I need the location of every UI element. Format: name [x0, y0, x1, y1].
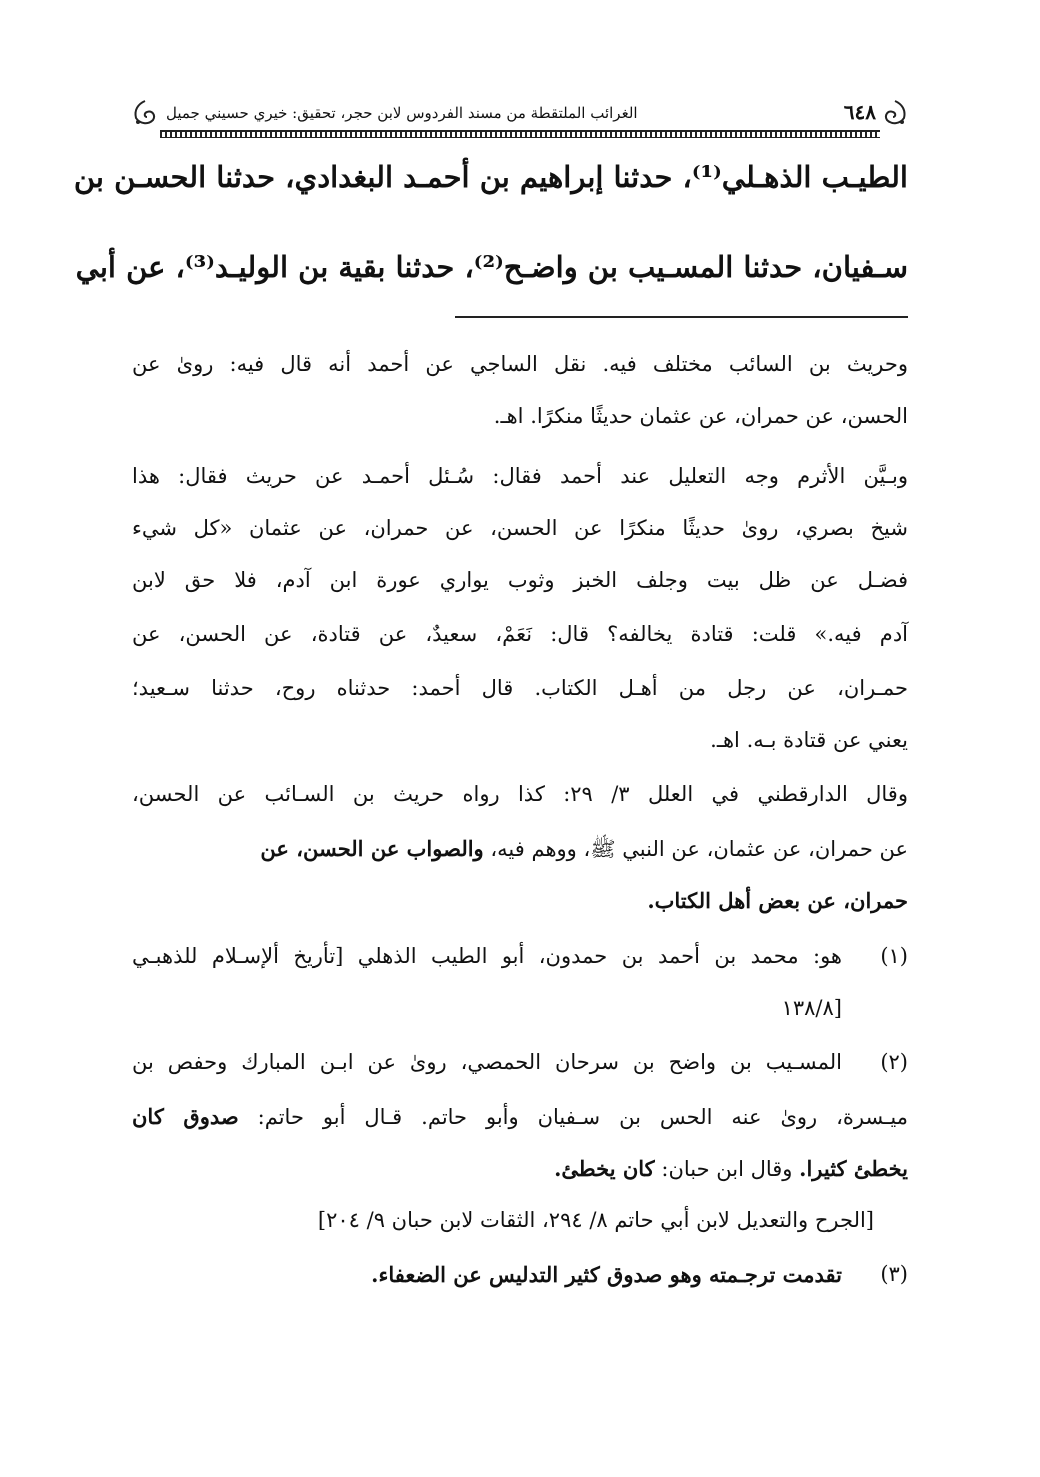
footnote-line	[132, 1156, 908, 1181]
footnote-bold-text: صدوق كان	[132, 1104, 239, 1129]
note-text: عن حمران، عن عثمان، عن النبي ﷺ، ووهم فيه،	[490, 837, 908, 861]
note-line: وقال الدارقطني في العلل ٣/ ٢٩: كذا رواه حريث بن السـائب عن الحسن،	[132, 782, 908, 806]
note-line: فضـل عن ظل بيت وجلف الخبز وثوب يواري عورة ابن آدم، فلا حق لابن	[132, 568, 908, 592]
main-text-line: سـفيان، حدثنا المسـيب بن واضـح⁽²⁾، حدثنا بقية بن الوليـد⁽³⁾، عن أبي	[75, 250, 908, 284]
note-line: يعني عن قتادة بـه. اهـ.	[710, 728, 908, 752]
footnote-bold-text: يخطئ كثيرا.	[799, 1156, 908, 1181]
ornament-icon	[880, 98, 910, 128]
page-header	[130, 96, 910, 136]
ornament-icon	[130, 98, 160, 128]
footnote-separator	[455, 316, 908, 318]
note-line	[132, 836, 908, 867]
footnote-line: [١٣٨/٨	[781, 996, 842, 1020]
footnote-line: [الجرح والتعديل لابن أبي حاتم ٨/ ٢٩٤، الثقات لابن حبان ٩/ ٢٠٤]	[317, 1208, 874, 1232]
footnote-text: ميـسرة، روىٰ عنه الحس بن سـفيان وأبو حاتم. قـال أبو حاتم:	[257, 1105, 908, 1129]
footnote-number: (١)	[880, 944, 908, 968]
footnote-line: تقدمت ترجـمته وهو صدوق كثير التدليس عن الضعفاء.	[371, 1262, 842, 1287]
footnote-bold-text: كان يخطئ.	[554, 1156, 655, 1181]
running-title: الغرائب الملتقطة من مسند الفردوس لابن حجر، تحقيق: خيري حسيني جميل	[166, 104, 638, 122]
note-line: شيخ بصري، روىٰ حديثًا منكرًا عن الحسن، عن حمران، عن عثمان «كل شيء	[132, 516, 908, 540]
note-line: آدم فيه.» قلت: قتادة يخالفه؟ قال: نَعَمْ، سعيدٌ، عن قتادة، عن الحسن، عن	[132, 622, 908, 646]
page-number: ٦٤٨	[843, 100, 876, 124]
footnote-number: (٢)	[880, 1050, 908, 1074]
footnote-line	[132, 1104, 908, 1129]
note-line: وبـيَّن الأثرم وجه التعليل عند أحمد فقال: سُـئل أحمـد عن حريث فقال: هذا	[132, 464, 908, 488]
note-line: حمـران، عن رجل من أهـل الكتاب. قال أحمد: حدثناه روح، حدثنا سـعيد؛	[132, 676, 908, 700]
footnote-number: (٣)	[880, 1262, 908, 1286]
note-line: وحريث بن السائب مختلف فيه. نقل الساجي عن أحمد أنه قال فيه: روىٰ عن	[132, 352, 908, 376]
footnote-line: المسـيب بن واضح بن سرحان الحمصي، روىٰ عن ابـن المبارك وحفص بن	[132, 1050, 842, 1074]
note-bold-text: والصواب عن الحسن، عن	[260, 836, 484, 861]
header-rule	[160, 130, 880, 138]
note-line: حمران، عن بعض أهل الكتاب.	[647, 888, 908, 913]
footnote-line: هو: محمد بن أحمد بن حمدون، أبو الطيب الذهلي [تأريخ ألإسـلام للذهبـي	[132, 944, 842, 968]
footnote-text: وقال ابن حبان:	[661, 1157, 793, 1181]
note-line: الحسن، عن حمران، عن عثمان حديثًا منكرًا. اهـ.	[493, 404, 908, 428]
main-text-line: الطيـب الذهـلي⁽¹⁾، حدثنا إبراهيم بن أحمـد البغدادي، حدثنا الحسـن بن	[73, 160, 908, 194]
